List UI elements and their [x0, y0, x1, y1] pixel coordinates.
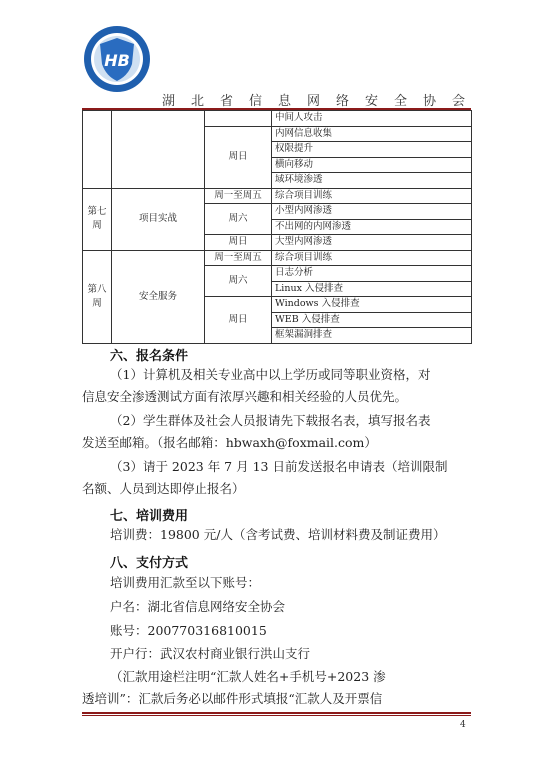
s8-p1: 培训费用汇款至以下账号： [110, 575, 261, 590]
topic-cell: 中间人攻击 [272, 111, 472, 127]
topic-cell: 横向移动 [272, 157, 472, 173]
topic-cell: 内网信息收集 [272, 126, 472, 142]
topic-cell: 不出网的内网渗透 [272, 219, 472, 235]
topic-cell: 大型内网渗透 [272, 235, 472, 251]
section-8-title: 八、支付方式 [110, 556, 189, 571]
topic-cell: 小型内网渗透 [272, 204, 472, 220]
footer-rule [82, 712, 471, 714]
association-logo [82, 24, 152, 94]
s6-p3b: 名额、人员到达即停止报名） [82, 481, 245, 496]
s8-p4: 开户行：武汉农村商业银行洪山支行 [110, 646, 311, 661]
s8-p2: 户名：湖北省信息网络安全协会 [110, 599, 286, 614]
day-cell [205, 111, 272, 127]
s8-p3: 账号：200770316810015 [110, 623, 267, 638]
week7-cell: 第七周 [83, 188, 112, 250]
s6-p2b: 发送至邮箱。（报名邮箱：hbwaxh@foxmail.com） [82, 435, 377, 450]
schedule-table [82, 110, 472, 344]
s8-p5b: 透培训”：汇款后务必以邮件形式填报“汇款人及开票信 [82, 691, 383, 706]
topic-cell: Windows 入侵排查 [272, 297, 472, 313]
week7-category: 项目实战 [112, 188, 205, 250]
week8-cell: 第八周 [83, 250, 112, 343]
footer-rule-thin [82, 715, 471, 716]
section-7-title: 七、培训费用 [110, 509, 189, 524]
week8-category: 安全服务 [112, 250, 205, 343]
day-cell: 周一至周五 [205, 188, 272, 204]
page-number: 4 [460, 720, 466, 730]
topic-cell: 框架漏洞排查 [272, 328, 472, 344]
s6-p2a: （2）学生群体及社会人员报请先下载报名表，填写报名表 [110, 413, 431, 428]
s7-p1: 培训费：19800 元/人（含考试费、培训材料费及制证费用） [110, 527, 446, 542]
day-cell: 周日 [205, 126, 272, 188]
section-6-title: 六、报名条件 [110, 349, 189, 364]
day-cell: 周六 [205, 204, 272, 235]
topic-cell: 日志分析 [272, 266, 472, 282]
day-cell: 周一至周五 [205, 250, 272, 266]
topic-cell: WEB 入侵排查 [272, 312, 472, 328]
logo-text: HB [104, 51, 130, 70]
topic-cell: Linux 入侵排查 [272, 281, 472, 297]
topic-cell: 综合项目训练 [272, 188, 472, 204]
day-cell: 周六 [205, 266, 272, 297]
s8-p5a: （汇款用途栏注明“汇款人姓名+手机号+2023 渗 [110, 669, 386, 684]
week-cell [83, 111, 112, 189]
topic-cell: 综合项目训练 [272, 250, 472, 266]
day-cell: 周日 [205, 235, 272, 251]
topic-cell: 权限提升 [272, 142, 472, 158]
s6-p1b: 信息安全渗透测试方面有浓厚兴趣和相关经验的人员优先。 [82, 389, 408, 404]
category-cell [112, 111, 205, 189]
topic-cell: 域环境渗透 [272, 173, 472, 189]
s6-p1a: （1）计算机及相关专业高中以上学历或同等职业资格，对 [110, 367, 431, 382]
org-name: 湖北省信息网络安全协会 [162, 94, 482, 109]
s6-p3a: （3）请于 2023 年 7 月 13 日前发送报名申请表（培训限制 [110, 459, 448, 474]
day-cell: 周日 [205, 297, 272, 344]
